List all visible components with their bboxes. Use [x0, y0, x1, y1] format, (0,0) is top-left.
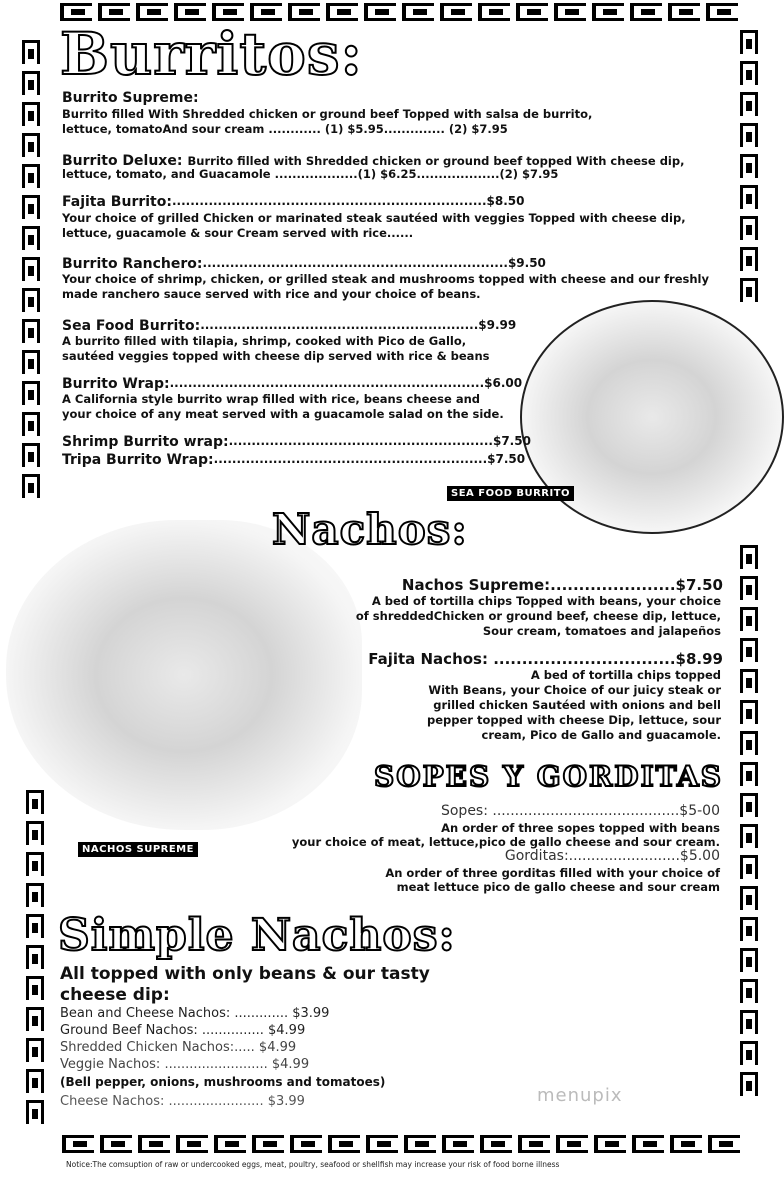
simple-nachos-item: Ground Beef Nachos: ............... $4.99	[60, 1023, 306, 1038]
burrito-supreme-name: Burrito Supreme:	[62, 90, 199, 106]
right-border-bottom	[740, 545, 760, 1105]
burrito-ranchero-desc-1: Your choice of shrimp, chicken, or grilled steak and mushrooms topped with cheese and our freshly	[62, 272, 709, 286]
watermark: menupix	[537, 1085, 623, 1106]
simple-nachos-intro-1: All topped with only beans & our tasty	[60, 964, 430, 984]
fajita-nachos-name: Fajita Nachos: ................................$8.99	[368, 650, 723, 668]
nachos-supreme-photo-tag: NACHOS SUPREME	[78, 842, 198, 857]
gorditas-line: Gorditas:.........................$5.00	[504, 848, 720, 864]
burrito-supreme-desc-2: lettuce, tomatoAnd sour cream ............ (1) $5.95.............. (2) $7.95	[62, 122, 508, 136]
simple-nachos-item: Veggie Nachos: ......................... $4.99	[60, 1057, 310, 1072]
nachos-supreme-desc-2: of shreddedChicken or ground beef, cheese dip, lettuce,	[355, 609, 721, 623]
burrito-ranchero-desc-2: made ranchero sauce served with rice and your choice of beans.	[62, 287, 481, 301]
right-border-top	[740, 30, 760, 300]
simple-nachos-intro-2: cheese dip:	[60, 985, 170, 1005]
sopes-gorditas-heading: SOPES Y GORDITAS	[374, 760, 723, 793]
simple-nachos-item: Cheese Nachos: ....................... $3.99	[60, 1094, 305, 1109]
burrito-wrap-desc-1: A California style burrito wrap filled with rice, beans cheese and	[62, 392, 480, 406]
sopes-desc-1: An order of three sopes topped with beans	[441, 821, 720, 835]
seafood-burrito-line: Sea Food Burrito: ............................................................. $9.99	[62, 318, 517, 334]
simple-nachos-heading: Simple Nachos:	[58, 910, 456, 961]
fajita-nachos-desc-3: grilled chicken Sautéed with onions and bell	[433, 698, 721, 712]
fajita-nachos-desc-1: A bed of tortilla chips topped	[530, 668, 721, 682]
bottom-border	[62, 1135, 718, 1157]
nachos-supreme-photo	[6, 520, 362, 830]
burritos-heading: Burritos:	[60, 20, 363, 88]
sopes-line: Sopes: ..........................................$5-00	[440, 803, 720, 819]
tripa-burrito-wrap-line: Tripa Burrito Wrap: ............................................................ $7.50	[62, 452, 526, 468]
fajita-nachos-desc-2: With Beans, your Choice of our juicy steak or	[428, 683, 721, 697]
burrito-wrap-desc-2: your choice of any meat served with a guacamole salad on the side.	[62, 407, 504, 421]
burrito-supreme-desc-1: Burrito filled With Shredded chicken or ground beef Topped with salsa de burrito,	[62, 107, 593, 121]
fajita-burrito-desc-2: lettuce, guacamole & sour Cream served with rice......	[62, 226, 414, 240]
sopes-desc-2: your choice of meat, lettuce,pico de gallo cheese and sour cream.	[291, 835, 720, 849]
seafood-burrito-photo-tag: SEA FOOD BURRITO	[447, 486, 574, 501]
seafood-burrito-desc-2: sautéed veggies topped with cheese dip served with rice & beans	[62, 349, 490, 363]
nachos-supreme-desc-3: Sour cream, tomatoes and jalapeños	[482, 624, 721, 638]
left-border-bottom	[26, 790, 46, 1120]
burrito-deluxe-name: Burrito Deluxe:	[62, 153, 183, 169]
gorditas-desc-2: meat lettuce pico de gallo cheese and sour cream	[396, 880, 720, 894]
nachos-supreme-desc-1: A bed of tortilla chips Topped with beans, your choice	[371, 594, 721, 608]
fajita-nachos-desc-5: cream, Pico de Gallo and guacamole.	[481, 728, 721, 742]
burrito-deluxe-desc-1: Burrito filled with Shredded chicken or ground beef topped With cheese dip,	[187, 154, 685, 168]
seafood-burrito-desc-1: A burrito filled with tilapia, shrimp, cooked with Pico de Gallo,	[62, 334, 467, 348]
burrito-ranchero-line: Burrito Ranchero: ................................................................... $9.50	[62, 256, 546, 272]
fajita-burrito-desc-1: Your choice of grilled Chicken or marinated steak sautéed with veggies Topped with cheese dip,	[62, 211, 686, 225]
left-border-top	[22, 40, 42, 510]
burrito-deluxe-desc-2: lettuce, tomato, and Guacamole ...................(1) $6.25...................(2) $7.95	[62, 167, 559, 181]
fajita-burrito-line: Fajita Burrito: ..................................................................... $8.50	[62, 194, 525, 210]
nachos-supreme-name: Nachos Supreme:......................$7.50	[401, 576, 723, 594]
gorditas-desc-1: An order of three gorditas filled with your choice of	[385, 866, 720, 880]
simple-nachos-item: Bean and Cheese Nachos: ............. $3.99	[60, 1006, 330, 1021]
fajita-nachos-desc-4: pepper topped with cheese Dip, lettuce, sour	[427, 713, 721, 727]
shrimp-burrito-wrap-line: Shrimp Burrito wrap: .......................................................... $7.50	[62, 434, 531, 450]
simple-nachos-item: Shredded Chicken Nachos:..... $4.99	[60, 1040, 297, 1055]
nachos-heading: Nachos:	[272, 505, 468, 554]
simple-nachos-item-note: (Bell pepper, onions, mushrooms and tomatoes)	[60, 1075, 386, 1089]
food-safety-notice: Notice:The comsuption of raw or undercooked eggs, meat, poultry, seafood or shellfish may increase your risk of food borne illness	[66, 1160, 560, 1169]
burrito-wrap-line: Burrito Wrap: ..................................................................... $6.00	[62, 376, 523, 392]
